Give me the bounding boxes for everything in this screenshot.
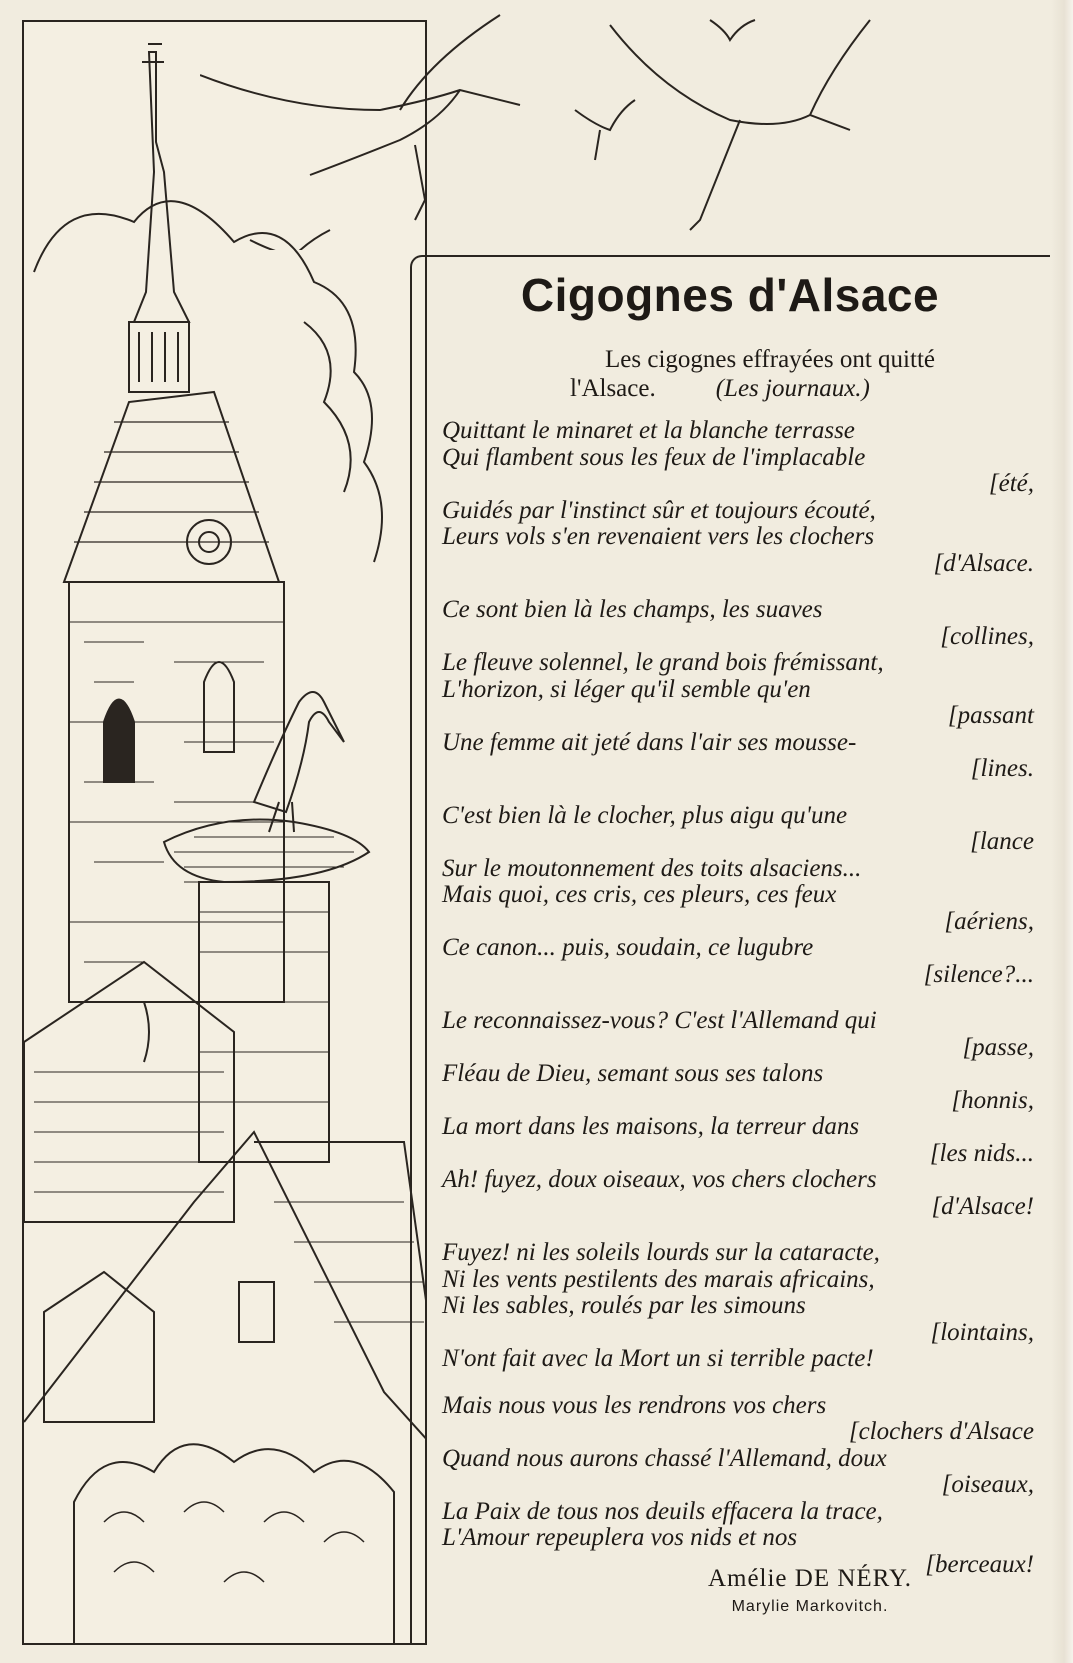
- poem-line: Une femme ait jeté dans l'air ses mousse-: [442, 728, 857, 756]
- poem-line: L'horizon, si léger qu'il semble qu'en: [442, 675, 811, 703]
- poem-line: Fléau de Dieu, semant sous ses talons: [442, 1060, 824, 1087]
- poem-line: Ce canon... puis, soudain, ce lugubre: [442, 934, 814, 961]
- poem-line: Guidés par l'instinct sûr et toujours écouté,: [442, 496, 876, 524]
- epigraph-line-1: Les cigognes effrayées ont quitté: [605, 346, 935, 373]
- church-tower-drawing: [24, 22, 427, 1645]
- poem-line: Ah! fuyez, doux oiseaux, vos chers clochers: [442, 1166, 877, 1193]
- poem-line: Mais quoi, ces cris, ces pleurs, ces feux: [442, 881, 837, 908]
- stanza: [442, 803, 1038, 989]
- poem-line: [lance: [970, 828, 1034, 855]
- epigraph-source: (Les journaux.): [715, 375, 870, 402]
- poem-line: L'Amour repeuplera vos nids et nos: [442, 1524, 798, 1551]
- poem-line: La mort dans les maisons, la terreur dans: [442, 1113, 860, 1140]
- poem-line: [oiseaux,: [941, 1471, 1034, 1498]
- poem-line: C'est bien là le clocher, plus aigu qu'une: [442, 801, 848, 829]
- poem-line: Fuyez! ni les soleils lourds sur la cataracte,: [442, 1239, 880, 1266]
- poem-line: [d'Alsace.: [933, 549, 1034, 577]
- stanza: [442, 418, 1038, 577]
- author-signature: Amélie DE NÉRY.: [707, 1565, 913, 1592]
- poem-line: Ce sont bien là les champs, les suaves: [442, 596, 823, 623]
- poem-line: N'ont fait avec la Mort un si terrible pacte!: [442, 1345, 874, 1372]
- poem-line: [été,: [988, 470, 1034, 497]
- poem-body: [442, 418, 1038, 1598]
- poem-line: Ni les vents pestilents des marais africains,: [442, 1265, 875, 1293]
- artist-credit: Marylie Markovitch.: [731, 1598, 889, 1615]
- poem-line: Quand nous aurons chassé l'Allemand, doux: [442, 1444, 887, 1472]
- poem-line: [honnis,: [951, 1086, 1034, 1114]
- poem-line: [passant: [947, 702, 1034, 729]
- poem-line: Le reconnaissez-vous? C'est l'Allemand qui: [442, 1007, 877, 1034]
- poem-line: Ni les sables, roulés par les simouns: [442, 1292, 806, 1319]
- poem-line: [lointains,: [930, 1318, 1034, 1346]
- church-tower-illustration: [22, 20, 427, 1645]
- stanza: [442, 1393, 1038, 1579]
- poem-line: Mais nous vous les rendrons vos chers: [442, 1391, 827, 1419]
- stanza: [442, 1008, 1038, 1220]
- poem-line: Quittant le minaret et la blanche terrasse: [442, 417, 855, 444]
- poem-line: [collines,: [940, 622, 1034, 650]
- poem-line: La Paix de tous nos deuils effacera la trace,: [442, 1497, 883, 1525]
- poem-line: [d'Alsace!: [931, 1192, 1034, 1220]
- poem-line: Sur le moutonnement des toits alsaciens...: [442, 854, 862, 882]
- flying-storks-illustration: [200, 0, 960, 250]
- stanza: [442, 597, 1038, 783]
- poem-line: [passe,: [962, 1033, 1034, 1061]
- poem-line: [clochers d'Alsace: [848, 1418, 1034, 1445]
- epigraph: [520, 345, 1020, 403]
- poem-line: Qui flambent sous les feux de l'implacable: [442, 443, 866, 471]
- stanza: [442, 1240, 1038, 1373]
- poem-title: Cigognes d'Alsace: [520, 269, 940, 321]
- storks-drawing: [200, 0, 960, 250]
- card-edge: [1051, 0, 1073, 1663]
- poem-line: [les nids...: [929, 1139, 1034, 1167]
- poem-line: [aériens,: [944, 907, 1034, 935]
- poem-line: [berceaux!: [925, 1550, 1034, 1578]
- poem-line: [silence?...: [923, 960, 1034, 988]
- poem-line: [lines.: [970, 755, 1034, 782]
- poem-line: Leurs vols s'en revenaient vers les clochers: [442, 523, 875, 550]
- poem-line: Le fleuve solennel, le grand bois frémissant,: [442, 649, 884, 676]
- epigraph-line-2: l'Alsace.: [570, 375, 656, 402]
